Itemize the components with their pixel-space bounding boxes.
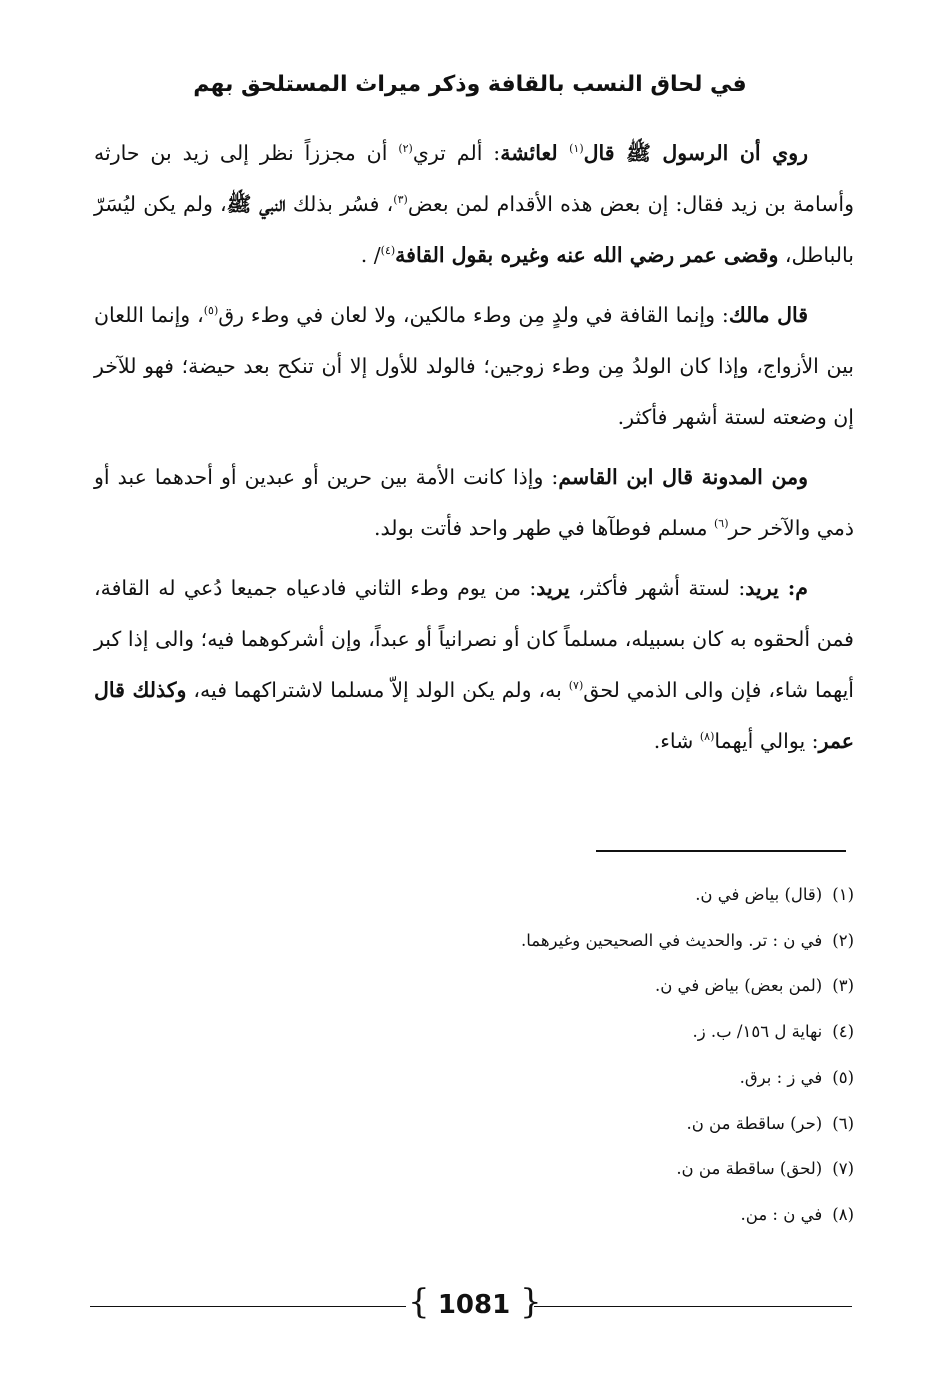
footnote-number: (٤) bbox=[832, 1022, 854, 1042]
footnote-text: (لحق) ساقطة من ن. bbox=[676, 1159, 823, 1179]
footnote-number: (٨) bbox=[832, 1204, 854, 1224]
footnote-ref: (٤) bbox=[380, 244, 396, 258]
text-segment: روي أن الرسول ﷺ قال bbox=[583, 141, 808, 165]
footnote-number: (١) bbox=[832, 885, 854, 904]
footnote-item bbox=[94, 918, 854, 964]
footnote-item bbox=[94, 1146, 854, 1192]
footnote-number: (٣) bbox=[832, 976, 854, 996]
footnote-item bbox=[94, 1192, 854, 1238]
text-segment: وكذلك قال عمر bbox=[94, 678, 854, 753]
text-segment: يريد bbox=[536, 576, 570, 600]
text-segment: : ألم تري bbox=[412, 141, 501, 165]
footnote-number: (٢) bbox=[832, 930, 854, 950]
footnote-item bbox=[94, 872, 854, 918]
footnote-item bbox=[94, 1055, 854, 1101]
text-segment: لعائشة bbox=[500, 141, 570, 165]
page-header: في لحاق النسب بالقافة وذكر ميراث المستلحق بهم bbox=[193, 72, 747, 97]
text-segment: م: يريد bbox=[745, 576, 808, 600]
text-segment: مسلم فوطآها في طهر واحد فأتت بولد. bbox=[373, 516, 714, 540]
footnote-ref: (٦) bbox=[714, 517, 729, 531]
footnote-ref: (٢) bbox=[398, 142, 413, 156]
text-segment: : وإنما القافة في ولدٍ مِن وطء مالكين، ولا لعان في وطء رق bbox=[218, 303, 729, 327]
footnote-text: (حر) ساقطة من ن. bbox=[686, 1113, 823, 1133]
footnote-item bbox=[94, 1009, 854, 1055]
footer-right-brace: } bbox=[520, 1282, 542, 1322]
footnote-separator bbox=[596, 850, 846, 852]
text-segment: شاء. bbox=[653, 729, 700, 753]
footnote-ref: (٧) bbox=[568, 679, 584, 693]
text-segment: النبي ﷺ bbox=[226, 192, 286, 216]
paragraph bbox=[94, 452, 854, 554]
footer-rule-right bbox=[534, 1306, 852, 1307]
footnote-text: (قال) بياض في ن. bbox=[695, 885, 823, 904]
paragraph bbox=[94, 563, 854, 767]
text-segment: : يوالي أيهما bbox=[714, 729, 819, 753]
text-segment: قال مالك bbox=[728, 303, 809, 327]
text-segment: ، فسُر بذلك bbox=[285, 192, 394, 216]
page-number: 1081 bbox=[437, 1290, 511, 1320]
text-segment: ، ولم يكن ليُسَرّ بالباطل، bbox=[94, 192, 854, 267]
footnote-number: (٦) bbox=[832, 1113, 854, 1133]
text-segment: / . bbox=[360, 243, 381, 267]
text-segment: أن مجززاً نظر إلى زيد بن حارثه وأسامة بن زيد فقال: إن بعض هذه الأقدام لمن بعض bbox=[94, 141, 854, 216]
text-segment: ، وإنما اللعان بين الأزواج، وإذا كان الولدُ مِن وطء زوجين؛ فالولد للأول إلا أن تنكح بعد حيضة؛ فهو للآخر إن وضعته لستة أشهر فأكثر. bbox=[94, 303, 854, 429]
text-segment: به، ولم يكن الولد إلاّ مسلما لاشتراكهما فيه، bbox=[186, 678, 569, 702]
footnote-ref: (٣) bbox=[393, 193, 408, 207]
footnote-ref: (١) bbox=[569, 142, 584, 156]
footnote-ref: (٨) bbox=[699, 730, 715, 744]
paragraph bbox=[94, 128, 854, 281]
text-segment: : لستة أشهر فأكثر، bbox=[569, 576, 746, 600]
footnote-number: (٧) bbox=[832, 1159, 854, 1179]
text-segment: ومن المدونة قال ابن القاسم bbox=[558, 465, 808, 489]
text-segment: : من يوم وطء الثاني فادعياه جميعا دُعي له القافة، فمن ألحقوه به كان بسبيله، مسلماً كان أو نصرانياً أو عبداً، وإن أشركوهما فيه؛ والى إذا كبر أيهما شاء، فإن والى الذمي لحق bbox=[94, 576, 854, 702]
footnote-text: في ز : برق. bbox=[739, 1067, 823, 1087]
footnote-item bbox=[94, 1101, 854, 1147]
text-segment: : وإذا كانت الأمة بين حرين أو عبدين أو أحدهما عبد أو ذمي والآخر حر bbox=[94, 465, 854, 540]
footnote-text: (لمن بعض) بياض في ن. bbox=[654, 976, 823, 996]
footer-rule-left bbox=[90, 1306, 406, 1307]
footnote-text: في ن : تر. والحديث في الصحيحين وغيرهما. bbox=[521, 930, 823, 950]
footnote-item bbox=[94, 963, 854, 1009]
text-segment: وقضى عمر رضي الله عنه وغيره بقول القافة bbox=[395, 243, 779, 267]
footer-left-brace: { bbox=[408, 1282, 430, 1322]
footnote-number: (٥) bbox=[832, 1067, 854, 1087]
footnote-text: نهاية ل ١٥٦/ ب. ز. bbox=[692, 1022, 823, 1042]
paragraph bbox=[94, 290, 854, 443]
footnotes bbox=[94, 872, 854, 1238]
main-text bbox=[94, 128, 854, 776]
footnote-ref: (٥) bbox=[203, 304, 219, 318]
footnote-text: في ن : من. bbox=[740, 1204, 823, 1224]
